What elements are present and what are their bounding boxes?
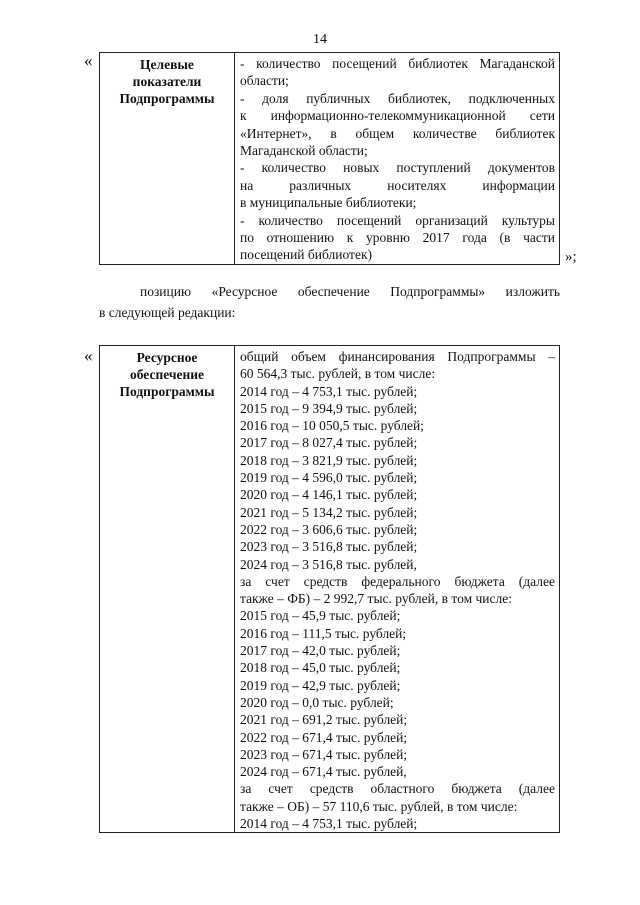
text-line: в муниципальные библиотеки; <box>240 195 417 211</box>
text-line: 2020 год – 4 146,1 тыс. рублей; <box>240 487 418 503</box>
table-row <box>100 346 560 833</box>
text-line: по отношению к уровню 2017 года (в части <box>240 230 555 246</box>
text-line: также – ОБ) – 57 110,6 тыс. рублей, в том числе: <box>240 798 518 814</box>
target-indicators-table <box>99 52 560 265</box>
text-line: 2024 год – 3 516,8 тыс. рублей, <box>240 556 417 572</box>
instruction-line-2: в следующей редакции: <box>99 305 236 320</box>
text-line: на различных носителях информации <box>240 177 555 193</box>
text-line: 2018 год – 3 821,9 тыс. рублей; <box>240 452 418 468</box>
label-line: Ресурсное <box>136 350 198 365</box>
text-line: - количество новых поступлений документов <box>240 160 555 176</box>
text-line: 2015 год – 9 394,9 тыс. рублей; <box>240 400 418 416</box>
text-line: 2016 год – 111,5 тыс. рублей; <box>240 625 407 641</box>
text-line: за счет средств областного бюджета (далее <box>240 781 555 797</box>
text-line: - количество посещений организаций культуры <box>240 212 555 228</box>
text-line: 2022 год – 671,4 тыс. рублей; <box>240 729 408 745</box>
page-number: 14 <box>313 32 327 47</box>
label-line: Целевые <box>140 57 194 72</box>
text-line: 2022 год – 3 606,6 тыс. рублей; <box>240 521 418 537</box>
text-line: общий объем финансирования Подпрограммы – <box>240 349 555 364</box>
label-line: обеспечение <box>129 367 205 382</box>
text-line: 60 564,3 тыс. рублей, в том числе: <box>240 366 436 382</box>
text-line: 2023 год – 3 516,8 тыс. рублей; <box>240 539 418 555</box>
text-line: посещений библиотек) <box>240 247 373 263</box>
resource-provision-table <box>99 345 560 833</box>
text-line: к информационно-телекоммуникационной сети <box>240 108 555 124</box>
text-line: 2021 год – 691,2 тыс. рублей; <box>240 712 408 728</box>
text-line: «Интернет», в общем количестве библиотек <box>240 125 555 141</box>
label-line: Подпрограммы <box>119 91 215 106</box>
text-line: Магаданской области; <box>240 143 368 159</box>
opening-quote: « <box>84 346 93 365</box>
text-line: 2021 год – 5 134,2 тыс. рублей; <box>240 504 418 520</box>
closing-quote: »; <box>565 249 577 265</box>
text-line: 2014 год – 4 753,1 тыс. рублей; <box>240 816 418 832</box>
text-line: 2020 год – 0,0 тыс. рублей; <box>240 694 394 710</box>
text-line: 2024 год – 671,4 тыс. рублей, <box>240 764 407 780</box>
row-label <box>100 53 235 265</box>
text-line: за счет средств федерального бюджета (далее <box>240 573 555 589</box>
text-line: 2015 год – 45,9 тыс. рублей; <box>240 608 401 624</box>
text-line: 2019 год – 4 596,0 тыс. рублей; <box>240 470 418 486</box>
opening-quote: « <box>84 51 93 70</box>
instruction-line-1: позицию «Ресурсное обеспечение Подпрограммы» изложить <box>140 284 560 299</box>
label-line: Подпрограммы <box>119 384 215 399</box>
text-line: - количество посещений библиотек Магаданской <box>240 56 555 71</box>
text-line: 2019 год – 42,9 тыс. рублей; <box>240 677 401 693</box>
text-line: 2023 год – 671,4 тыс. рублей; <box>240 746 408 762</box>
financing-text <box>235 346 560 833</box>
row-label <box>100 346 235 833</box>
text-line: 2014 год – 4 753,1 тыс. рублей; <box>240 383 418 399</box>
text-line: 2017 год – 42,0 тыс. рублей; <box>240 643 401 659</box>
text-line: также – ФБ) – 2 992,7 тыс. рублей, в том числе: <box>240 591 513 607</box>
text-line: - доля публичных библиотек, подключенных <box>240 90 555 106</box>
table-row <box>100 53 560 265</box>
indicators-text <box>235 53 560 265</box>
text-line: 2016 год – 10 050,5 тыс. рублей; <box>240 418 425 434</box>
label-line: показатели <box>132 74 202 89</box>
text-line: 2018 год – 45,0 тыс. рублей; <box>240 660 401 676</box>
text-line: 2017 год – 8 027,4 тыс. рублей; <box>240 435 418 451</box>
text-line: области; <box>240 73 289 89</box>
